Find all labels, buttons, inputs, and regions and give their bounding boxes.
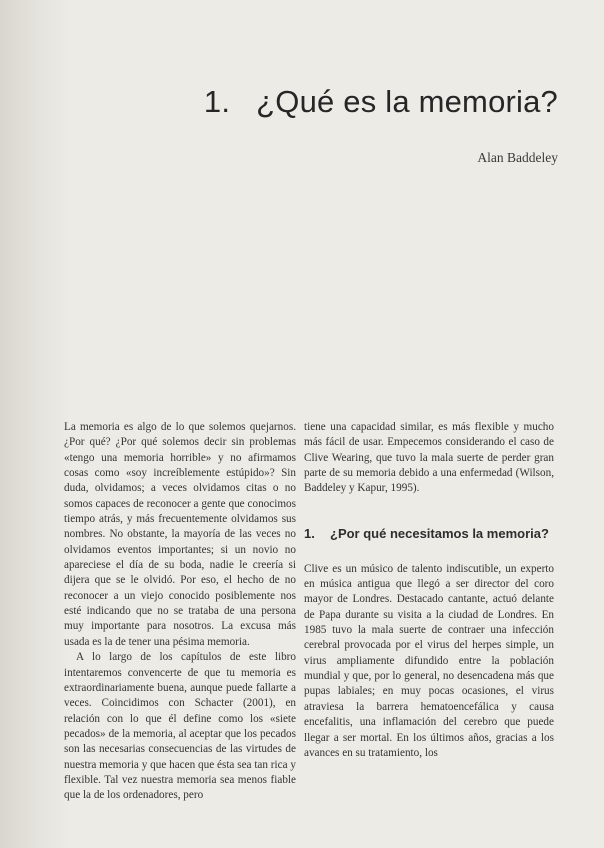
chapter-author: Alan Baddeley [477,150,558,165]
paragraph: tiene una capacidad similar, es más flexible y mucho más fácil de usar. Empecemos considerando el caso de Clive Wearing, que tuvo la mala suerte de perder gran parte de su memoria debido a una enfermedad (Wilson, Baddeley y Kapur, 1995). [304,421,554,495]
left-text-column [64,420,296,804]
section-heading [304,525,554,542]
chapter-title [204,84,558,120]
right-text-column [304,420,554,761]
page-gutter-shadow [0,0,70,848]
chapter-title-text: ¿Qué es la memoria? [256,84,558,119]
section-title: ¿Por qué necesitamos la memoria? [330,525,549,541]
section-number: 1. [304,525,315,541]
paragraph: A lo largo de los capítulos de este libro intentaremos convencerte de que tu memoria es extraordinariamente buena, aunque puede fallarte a veces. Coincidimos con Schacter (2001), en relación con lo que él define como los «siete pecados» de la memoria, al aceptar que los pecados son las necesarias consecuencias de las virtudes de nuestra memoria y que hacen que ésta sea tan rica y flexible. Tal vez nuestra memoria sea menos fiable que la de los ordenadores, pero [64,651,296,802]
chapter-number: 1. [203,84,231,119]
paragraph: La memoria es algo de lo que solemos quejarnos. ¿Por qué? ¿Por qué solemos decir sin problemas «tengo una memoria horrible» y no afirmamos cosas como «soy increíblemente estúpido»? Sin duda, olvidamos; a veces olvidamos citas o no somos capaces de reconocer a gente que conocimos tiempo atrás, y más frecuentemente olvidamos sus nombres. No obstante, la mayoría de las veces no olvidamos eventos importantes; si un novio no apareciese el día de su boda, nadie le creería si dijera que se le olvidó. Por eso, el hecho de no reconocer a un viejo conocido posiblemente nos esté indicando que no se trataba de una persona muy importante para nosotros. La excusa más usada es la de tener una pésima memoria. [64,421,296,648]
paragraph: Clive es un músico de talento indiscutible, un experto en música antigua que llegó a ser director del coro mayor de Londres. Destacado cantante, actuó delante de Papa durante su visita a la ciudad de Londres. En 1985 tuvo la mala suerte de contraer una infección cerebral provocada por el virus del herpes simple, un virus ampliamente difundido entre la población mundial y que, por lo general, no desencadena más que pupas labiales; en muy pocas ocasiones, el virus atraviesa la barrera hematoencefálica y causa encefalitis, una inflamación del cerebro que puede llegar a ser mortal. En los últimos años, gracias a los avances en su tratamiento, los [304,562,554,759]
